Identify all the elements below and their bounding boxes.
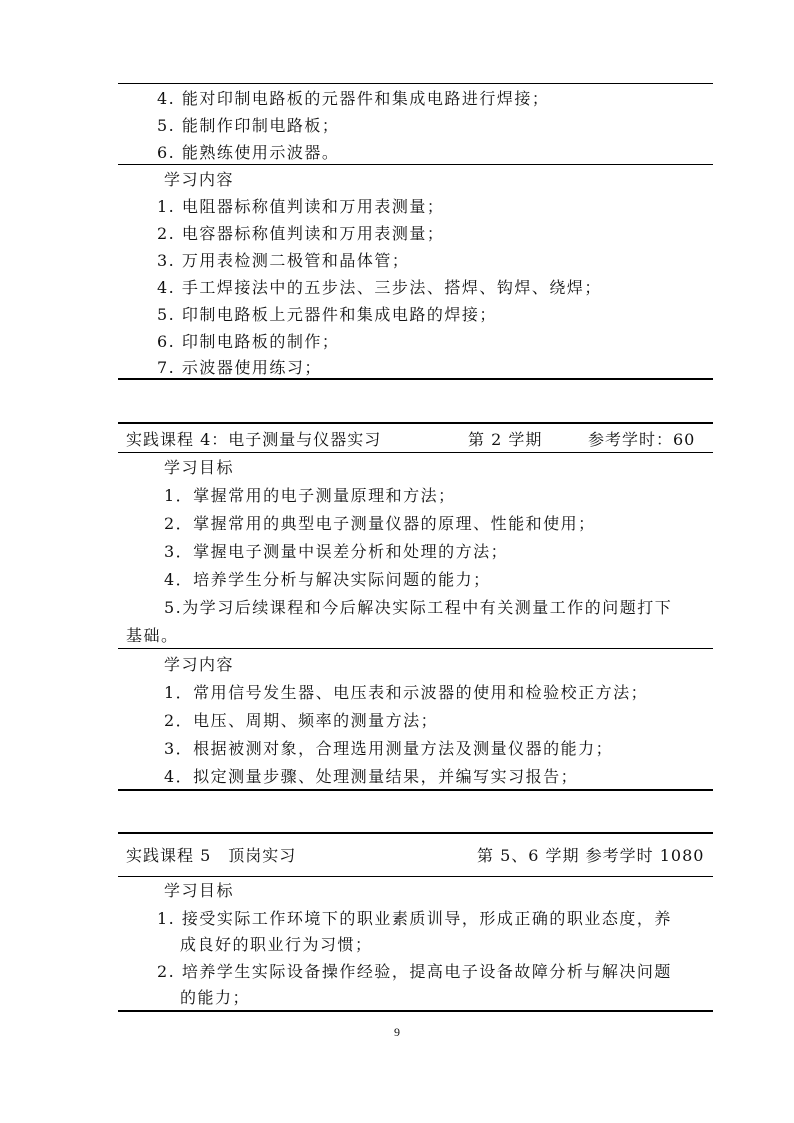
list-item: 1. 接受实际工作环境下的职业素质训导，形成正确的职业态度，养: [157, 909, 672, 928]
list-item: 2．电压、周期、频率的测量方法；: [164, 711, 439, 730]
list-item: 1．常用信号发生器、电压表和示波器的使用和检验校正方法；: [164, 683, 649, 702]
section-title: 学习内容: [164, 655, 235, 674]
page-number: 9: [394, 1025, 400, 1039]
rule-bottom: [118, 1010, 713, 1012]
list-item: 2．掌握常用的典型电子测量仪器的原理、性能和使用；: [164, 514, 596, 533]
course-term: 第 2 学期: [468, 430, 543, 449]
rule-top: [118, 422, 713, 424]
rule: [118, 452, 713, 453]
list-item: 5. 印制电路板上元器件和集成电路的焊接；: [157, 305, 497, 324]
rule: [118, 876, 713, 877]
list-item: 4．拟定测量步骤、处理测量结果，并编写实习报告；: [164, 767, 579, 786]
course-term-hours: 第 5、6 学期 参考学时 1080: [477, 846, 705, 865]
list-item: 5. 能制作印制电路板；: [157, 116, 340, 135]
rule-top: [118, 83, 713, 84]
list-item: 3．根据被测对象，合理选用测量方法及测量仪器的能力；: [164, 739, 614, 758]
list-item: 6. 印制电路板的制作；: [157, 332, 340, 351]
list-item: 基础。: [126, 626, 179, 645]
rule: [118, 164, 713, 165]
list-item: 6. 能熟练使用示波器。: [157, 143, 340, 162]
list-item: 1．掌握常用的电子测量原理和方法；: [164, 486, 456, 505]
section-title: 学习内容: [164, 170, 235, 189]
section-title: 学习目标: [164, 458, 235, 477]
rule: [118, 648, 713, 649]
rule-top: [118, 832, 713, 834]
list-item: 4. 手工焊接法中的五步法、三步法、搭焊、钩焊、绕焊；: [157, 278, 602, 297]
list-item: 2. 电容器标称值判读和万用表测量；: [157, 224, 445, 243]
list-item: 1. 电阻器标称值判读和万用表测量；: [157, 197, 445, 216]
rule-bottom: [118, 378, 713, 380]
list-item: 5.为学习后续课程和今后解决实际工程中有关测量工作的问题打下: [164, 598, 673, 617]
list-item: 3．掌握电子测量中误差分析和处理的方法；: [164, 542, 509, 561]
list-item: 的能力；: [180, 988, 251, 1007]
list-item: 3. 万用表检测二极管和晶体管；: [157, 251, 410, 270]
course-name: 实践课程 5 顶岗实习: [126, 846, 297, 865]
list-item: 2. 培养学生实际设备操作经验，提高电子设备故障分析与解决问题: [157, 962, 672, 981]
section-title: 学习目标: [164, 881, 235, 900]
course-name: 实践课程 4：电子测量与仪器实习: [126, 430, 382, 449]
list-item: 7. 示波器使用练习；: [157, 358, 322, 377]
list-item: 成良好的职业行为习惯；: [180, 935, 373, 954]
list-item: 4．培养学生分析与解决实际问题的能力；: [164, 570, 491, 589]
list-item: 4. 能对印制电路板的元器件和集成电路进行焊接；: [157, 89, 550, 108]
rule-bottom: [118, 789, 713, 791]
course-hours: 参考学时：60: [588, 430, 696, 449]
